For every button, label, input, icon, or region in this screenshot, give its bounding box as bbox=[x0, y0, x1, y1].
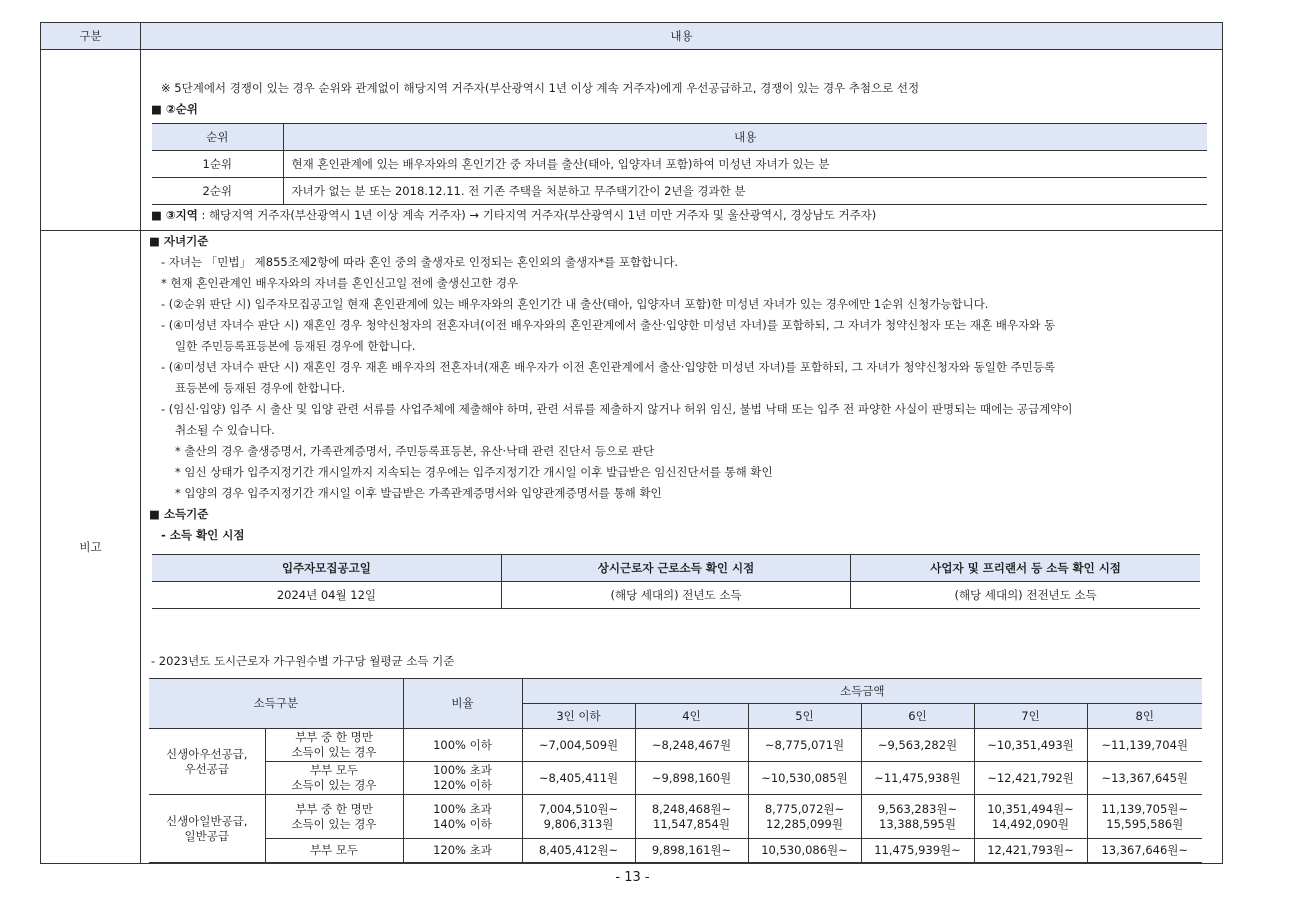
region-text: : 해당지역 거주자(부산광역시 1년 이상 계속 거주자) → 기타지역 거주자(부산광역시 1년 미만 거주자 및 울산광역시, 경상남도 거주자) bbox=[197, 208, 877, 222]
rank-cell: 2순위 bbox=[152, 178, 283, 205]
rank-content-cell: 현재 혼인관계에 있는 배우자와의 혼인기간 중 자녀를 출산(태아, 입양자녀 포함)하여 미성년 자녀가 있는 분 bbox=[283, 151, 1207, 178]
amount-cell: 8,248,468원~ 11,547,854원 bbox=[635, 795, 748, 839]
header-income-amount: 소득금액 bbox=[522, 679, 1202, 704]
amount-cell: ~9,563,282원 bbox=[861, 729, 974, 762]
table-row bbox=[152, 582, 1200, 609]
amount-cell: ~11,139,704원 bbox=[1087, 729, 1202, 762]
group-cell: 신생아우선공급, 우선공급 bbox=[149, 729, 265, 795]
income-criteria-title: ■ 소득기준 bbox=[149, 507, 209, 521]
sub-category-cell: 부부 모두 bbox=[265, 839, 403, 863]
table-row bbox=[149, 839, 1202, 863]
rank-content-cell: 자녀가 없는 분 또는 2018.12.11. 전 기존 주택을 처분하고 무주택기간이 2년을 경과한 분 bbox=[283, 178, 1207, 205]
child-line: * 출산의 경우 출생증명서, 가족관계증명서, 주민등록표등본, 유산·낙태 관련 진단서 등으로 판단 bbox=[175, 444, 655, 458]
child-line: * 현재 혼인관계인 배우자와의 자녀를 혼인신고일 전에 출생신고한 경우 bbox=[161, 276, 519, 290]
group-cell: 신생아일반공급, 일반공급 bbox=[149, 795, 265, 863]
child-line: - (②순위 판단 시) 입주자모집공고일 현재 혼인관계에 있는 배우자와의 혼인기간 내 출산(태아, 입양자녀 포함)한 미성년 자녀가 있는 경우에만 1순위 신청가능합니다. bbox=[161, 297, 989, 311]
section2-content bbox=[141, 231, 1223, 864]
amount-cell: ~12,421,792원 bbox=[974, 762, 1087, 795]
amount-cell: ~8,248,467원 bbox=[635, 729, 748, 762]
child-line: * 입양의 경우 입주지정기간 개시일 이후 발급받은 가족관계증명서와 입양관계증명서를 통해 확인 bbox=[175, 486, 662, 500]
amount-cell: ~9,898,160원 bbox=[635, 762, 748, 795]
amount-cell: 9,898,161원~ bbox=[635, 839, 748, 863]
income-time-header: 사업자 및 프리랜서 등 소득 확인 시점 bbox=[851, 555, 1200, 582]
child-line: * 임신 상태가 입주지정기간 개시일까지 지속되는 경우에는 입주지정기간 개시일 이후 발급받은 임신진단서를 통해 확인 bbox=[175, 465, 773, 479]
region-line bbox=[151, 205, 1206, 226]
amount-cell: ~10,351,493원 bbox=[974, 729, 1087, 762]
amount-cell: ~8,775,071원 bbox=[748, 729, 861, 762]
income-time-cell: 2024년 04월 12일 bbox=[152, 582, 501, 609]
header-household-size: 8인 bbox=[1087, 704, 1202, 729]
header-household-size: 4인 bbox=[635, 704, 748, 729]
competition-note: ※ 5단계에서 경쟁이 있는 경우 순위와 관계없이 해당지역 거주자(부산광역시 1년 이상 계속 거주자)에게 우선공급하고, 경쟁이 있는 경우 추첨으로 선정 bbox=[161, 81, 920, 95]
amount-cell: 12,421,793원~ bbox=[974, 839, 1087, 863]
sub-category-cell: 부부 모두 소득이 있는 경우 bbox=[265, 762, 403, 795]
header-ratio: 비율 bbox=[403, 679, 522, 729]
amount-cell: 13,367,646원~ bbox=[1087, 839, 1202, 863]
income-check-time-title: - 소득 확인 시점 bbox=[161, 528, 245, 542]
table-row bbox=[149, 729, 1202, 762]
ratio-cell: 100% 이하 bbox=[403, 729, 522, 762]
child-line: - (④미성년 자녀수 판단 시) 재혼인 경우 청약신청자의 전혼자녀(이전 배우자와의 혼인관계에서 출산·입양한 미성년 자녀)를 포함하되, 그 자녀가 청약신청자 또는 재혼 배우자와 동 bbox=[161, 318, 1056, 332]
sub-category-cell: 부부 중 한 명만 소득이 있는 경우 bbox=[265, 729, 403, 762]
child-line: 표등본에 등재된 경우에 한합니다. bbox=[175, 381, 346, 395]
section2-label: 비고 bbox=[41, 231, 141, 864]
table-row bbox=[149, 795, 1202, 839]
income-time-header: 상시근로자 근로소득 확인 시점 bbox=[501, 555, 850, 582]
child-line: - (임신·입양) 입주 시 출산 및 입양 관련 서류를 사업주체에 제출해야 하며, 관련 서류를 제출하지 않거나 허위 임신, 불법 낙태 또는 입주 전 파양한 사실이 판명되는 때에는 공급계약이 bbox=[161, 402, 1073, 416]
header-household-size: 5인 bbox=[748, 704, 861, 729]
amount-cell: 11,139,705원~ 15,595,586원 bbox=[1087, 795, 1202, 839]
ratio-cell: 100% 초과 120% 이하 bbox=[403, 762, 522, 795]
rank-header-rank: 순위 bbox=[152, 124, 283, 151]
table-row bbox=[152, 178, 1207, 205]
header-household-size: 7인 bbox=[974, 704, 1087, 729]
header-income-category: 소득구분 bbox=[149, 679, 403, 729]
header-content: 내용 bbox=[141, 23, 1223, 50]
section1-content bbox=[141, 50, 1223, 231]
ratio-cell: 120% 초과 bbox=[403, 839, 522, 863]
rank-title: ■ ②순위 bbox=[151, 102, 198, 116]
sub-category-cell: 부부 중 한 명만 소득이 있는 경우 bbox=[265, 795, 403, 839]
region-label: ■ ③지역 bbox=[151, 208, 198, 222]
amount-cell: 11,475,939원~ bbox=[861, 839, 974, 863]
amount-cell: ~10,530,085원 bbox=[748, 762, 861, 795]
income-time-cell: (해당 세대의) 전전년도 소득 bbox=[851, 582, 1200, 609]
header-category: 구분 bbox=[41, 23, 141, 50]
income-time-header: 입주자모집공고일 bbox=[152, 555, 501, 582]
rank-table bbox=[152, 123, 1207, 205]
amount-cell: 10,530,086원~ bbox=[748, 839, 861, 863]
income-time-table bbox=[152, 554, 1200, 609]
table-row bbox=[149, 762, 1202, 795]
table-row bbox=[152, 151, 1207, 178]
amount-cell: 8,405,412원~ bbox=[522, 839, 635, 863]
amount-cell: 8,775,072원~ 12,285,099원 bbox=[748, 795, 861, 839]
amount-cell: 7,004,510원~ 9,806,313원 bbox=[522, 795, 635, 839]
section1-label bbox=[41, 50, 141, 231]
child-line: - (④미성년 자녀수 판단 시) 재혼인 경우 재혼 배우자의 전혼자녀(재혼 배우자가 이전 혼인관계에서 출산·입양한 미성년 자녀)를 포함하되, 그 자녀가 청약신청자와 동일한 주민등록 bbox=[161, 360, 1056, 374]
amount-cell: 10,351,494원~ 14,492,090원 bbox=[974, 795, 1087, 839]
amount-cell: ~11,475,938원 bbox=[861, 762, 974, 795]
income-standard-table bbox=[149, 678, 1202, 863]
ratio-cell: 100% 초과 140% 이하 bbox=[403, 795, 522, 839]
header-household-size: 6인 bbox=[861, 704, 974, 729]
income-standard-title: - 2023년도 도시근로자 가구원수별 가구당 월평균 소득 기준 bbox=[151, 654, 455, 668]
amount-cell: ~8,405,411원 bbox=[522, 762, 635, 795]
amount-cell: ~7,004,509원 bbox=[522, 729, 635, 762]
rank-cell: 1순위 bbox=[152, 151, 283, 178]
main-table bbox=[40, 22, 1223, 864]
child-line: 일한 주민등록표등본에 등재된 경우에 한합니다. bbox=[175, 339, 416, 353]
child-line: 취소될 수 있습니다. bbox=[175, 423, 275, 437]
income-time-cell: (해당 세대의) 전년도 소득 bbox=[501, 582, 850, 609]
amount-cell: 9,563,283원~ 13,388,595원 bbox=[861, 795, 974, 839]
child-line: - 자녀는 「민법」 제855조제2항에 따라 혼인 중의 출생자로 인정되는 혼인외의 출생자*를 포함합니다. bbox=[161, 255, 679, 269]
rank-header-content: 내용 bbox=[283, 124, 1207, 151]
child-criteria-title: ■ 자녀기준 bbox=[149, 234, 209, 248]
page-number: - 13 - bbox=[615, 870, 650, 885]
amount-cell: ~13,367,645원 bbox=[1087, 762, 1202, 795]
header-household-size: 3인 이하 bbox=[522, 704, 635, 729]
